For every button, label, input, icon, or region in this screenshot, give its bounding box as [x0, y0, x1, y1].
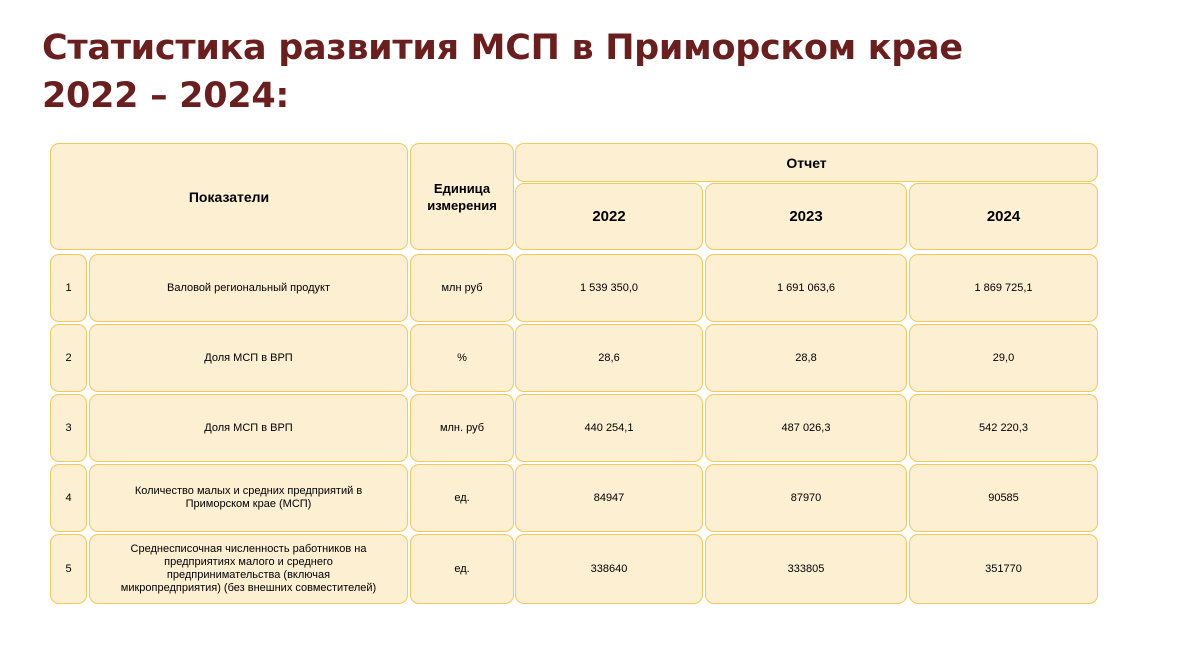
row-1-number: 1 [50, 254, 87, 322]
row-5-value-2023: 333805 [705, 534, 907, 604]
row-5-indicator: Среднесписочная численность работников на предприятиях малого и среднего предпринимательства (включая микропредприятия) (без внешних совместителей) [89, 534, 408, 604]
row-2-indicator: Доля МСП в ВРП [89, 324, 408, 392]
row-2-value-2024: 29,0 [909, 324, 1098, 392]
row-4-unit: ед. [410, 464, 514, 532]
row-2-value-2022: 28,6 [515, 324, 703, 392]
row-5-value-2022: 338640 [515, 534, 703, 604]
row-2-number: 2 [50, 324, 87, 392]
row-4-value-2022: 84947 [515, 464, 703, 532]
row-1-value-2024: 1 869 725,1 [909, 254, 1098, 322]
row-5-value-2024: 351770 [909, 534, 1098, 604]
row-4-value-2024: 90585 [909, 464, 1098, 532]
page-title-line-1: Статистика развития МСП в Приморском крае [42, 28, 963, 68]
header-unit: Единица измерения [410, 143, 514, 250]
row-3-indicator: Доля МСП в ВРП [89, 394, 408, 462]
row-1-unit: млн руб [410, 254, 514, 322]
header-year-2024: 2024 [909, 183, 1098, 250]
row-3-value-2022: 440 254,1 [515, 394, 703, 462]
header-year-2022: 2022 [515, 183, 703, 250]
page-title-line-2: 2022 – 2024: [42, 76, 290, 116]
row-3-value-2023: 487 026,3 [705, 394, 907, 462]
header-report: Отчет [515, 143, 1098, 182]
row-3-value-2024: 542 220,3 [909, 394, 1098, 462]
page-title [42, 24, 963, 120]
row-2-value-2023: 28,8 [705, 324, 907, 392]
row-1-indicator: Валовой региональный продукт [89, 254, 408, 322]
row-3-number: 3 [50, 394, 87, 462]
row-1-value-2022: 1 539 350,0 [515, 254, 703, 322]
row-5-unit: ед. [410, 534, 514, 604]
header-year-2023: 2023 [705, 183, 907, 250]
header-indicators: Показатели [50, 143, 408, 250]
row-4-indicator: Количество малых и средних предприятий в Приморском крае (МСП) [89, 464, 408, 532]
row-2-unit: % [410, 324, 514, 392]
row-4-number: 4 [50, 464, 87, 532]
row-3-unit: млн. руб [410, 394, 514, 462]
row-1-value-2023: 1 691 063,6 [705, 254, 907, 322]
row-5-number: 5 [50, 534, 87, 604]
row-4-value-2023: 87970 [705, 464, 907, 532]
